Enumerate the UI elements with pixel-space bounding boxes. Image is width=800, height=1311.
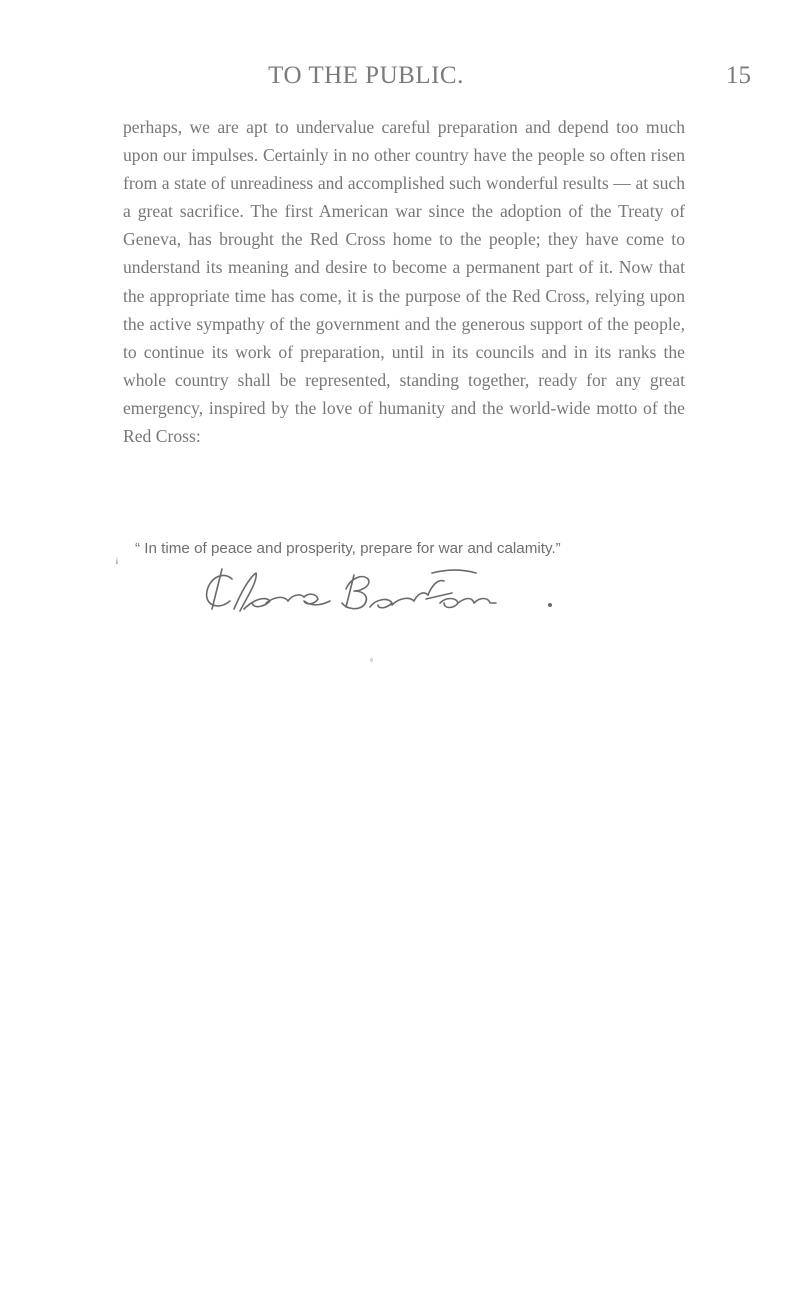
red-cross-motto xyxy=(123,540,703,557)
motto-text: “ In time of peace and prosperity, prepare for war and calamity.” xyxy=(135,540,561,557)
page-title: TO THE PUBLIC. xyxy=(268,62,464,89)
ink-tick-mark xyxy=(115,556,119,564)
running-head xyxy=(0,62,800,102)
handwritten-signature xyxy=(200,567,570,617)
page-number: 15 xyxy=(726,62,751,89)
paper-speck xyxy=(370,658,373,662)
body-paragraph: perhaps, we are apt to undervalue careful preparation and depend too much upon our impulses. Certainly in no other country have the people so often risen from a state of unreadiness and accomplished such wonderful results — at such a great sacrifice. The first American war since the adoption of the Treaty of Geneva, has brought the Red Cross home to the people; they have come to understand its meaning and desire to become a permanent part of it. Now that the appropriate time has come, it is the purpose of the Red Cross, relying upon the active sympathy of the government and the generous support of the people, to continue its work of preparation, until in its councils and in its ranks the whole country shall be represented, standing together, ready for any great emergency, inspired by the love of humanity and the world-wide motto of the Red Cross: xyxy=(123,117,685,447)
